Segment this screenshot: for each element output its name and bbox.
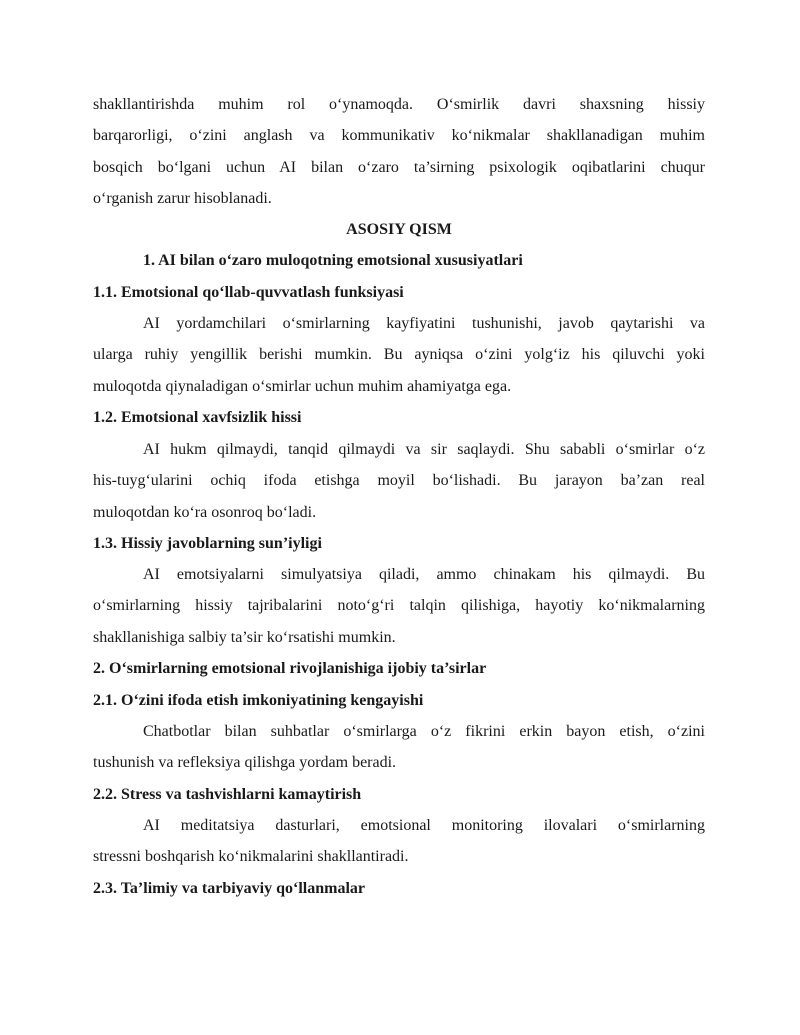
text-line: tushunish va refleksiya qilishga yordam beradi. <box>93 754 397 772</box>
text-line: ularga ruhiy yengillik berishi mumkin. Bu ayniqsa oʻzini yolgʻiz his qiluvchi yoki <box>93 346 705 364</box>
intro-paragraph <box>93 89 705 214</box>
subsection-1-3-heading: 1.3. Hissiy javoblarning sun’iyligi <box>93 535 322 552</box>
subsection-2-1-heading: 2.1. Oʻzini ifoda etish imkoniyatining kengayishi <box>93 692 424 709</box>
text-line: Chatbotlar bilan suhbatlar oʻsmirlarga oʻz fikrini erkin bayon etish, oʻzini <box>143 723 705 740</box>
subsection-1-1-heading: 1.1. Emotsional qoʻllab-quvvatlash funksiyasi <box>93 284 404 301</box>
subsection-1-3-paragraph <box>93 559 705 653</box>
text-line: oʻsmirlarning hissiy tajribalarini notoʻgʻri talqin qilishiga, hayotiy koʻnikmalarning <box>93 597 705 615</box>
section-2-title: 2. Oʻsmirlarning emotsional rivojlanishiga ijobiy ta’sirlar <box>93 660 487 677</box>
text-line: muloqotda qiynaladigan oʻsmirlar uchun muhim ahamiyatga ega. <box>93 377 512 395</box>
text-line: his-tuygʻularini ochiq ifoda etishga moyil boʻlishadi. Bu jarayon ba’zan real <box>93 472 705 490</box>
subsection-2-2-paragraph <box>93 810 705 873</box>
subsection-1-2-paragraph <box>93 434 705 528</box>
subsection-2-2-heading: 2.2. Stress va tashvishlarni kamaytirish <box>93 786 362 803</box>
subsection-2-3-heading: 2.3. Ta’limiy va tarbiyaviy qoʻllanmalar <box>93 880 366 897</box>
text-line: AI meditatsiya dasturlari, emotsional monitoring ilovalari oʻsmirlarning <box>143 817 705 834</box>
text-line: AI hukm qilmaydi, tanqid qilmaydi va sir saqlaydi. Shu sababli oʻsmirlar oʻz <box>143 441 705 458</box>
subsection-1-1-paragraph <box>93 308 705 402</box>
text-line: stressni boshqarish koʻnikmalarini shakllantiradi. <box>93 848 409 866</box>
main-section-heading: ASOSIY QISM <box>346 221 452 238</box>
text-line: barqarorligi, oʻzini anglash va kommunikativ koʻnikmalar shakllanadigan muhim <box>93 127 705 145</box>
section-1-title: 1. AI bilan oʻzaro muloqotning emotsional xususiyatlari <box>143 252 523 269</box>
text-line: bosqich boʻlgani uchun AI bilan oʻzaro ta’sirning psixologik oqibatlarini chuqur <box>93 158 705 176</box>
text-line: shakllantirishda muhim rol oʻynamoqda. Oʻsmirlik davri shaxsning hissiy <box>93 96 705 113</box>
text-line: oʻrganish zarur hisoblanadi. <box>93 189 272 207</box>
subsection-2-1-paragraph <box>93 716 705 779</box>
text-line: shakllanishiga salbiy ta’sir koʻrsatishi mumkin. <box>93 628 396 646</box>
text-line: AI yordamchilari oʻsmirlarning kayfiyatini tushunishi, javob qaytarishi va <box>143 315 705 332</box>
text-line: AI emotsiyalarni simulyatsiya qiladi, ammo chinakam his qilmaydi. Bu <box>143 566 705 583</box>
subsection-1-2-heading: 1.2. Emotsional xavfsizlik hissi <box>93 409 302 426</box>
text-line: muloqotdan koʻra osonroq boʻladi. <box>93 503 317 521</box>
